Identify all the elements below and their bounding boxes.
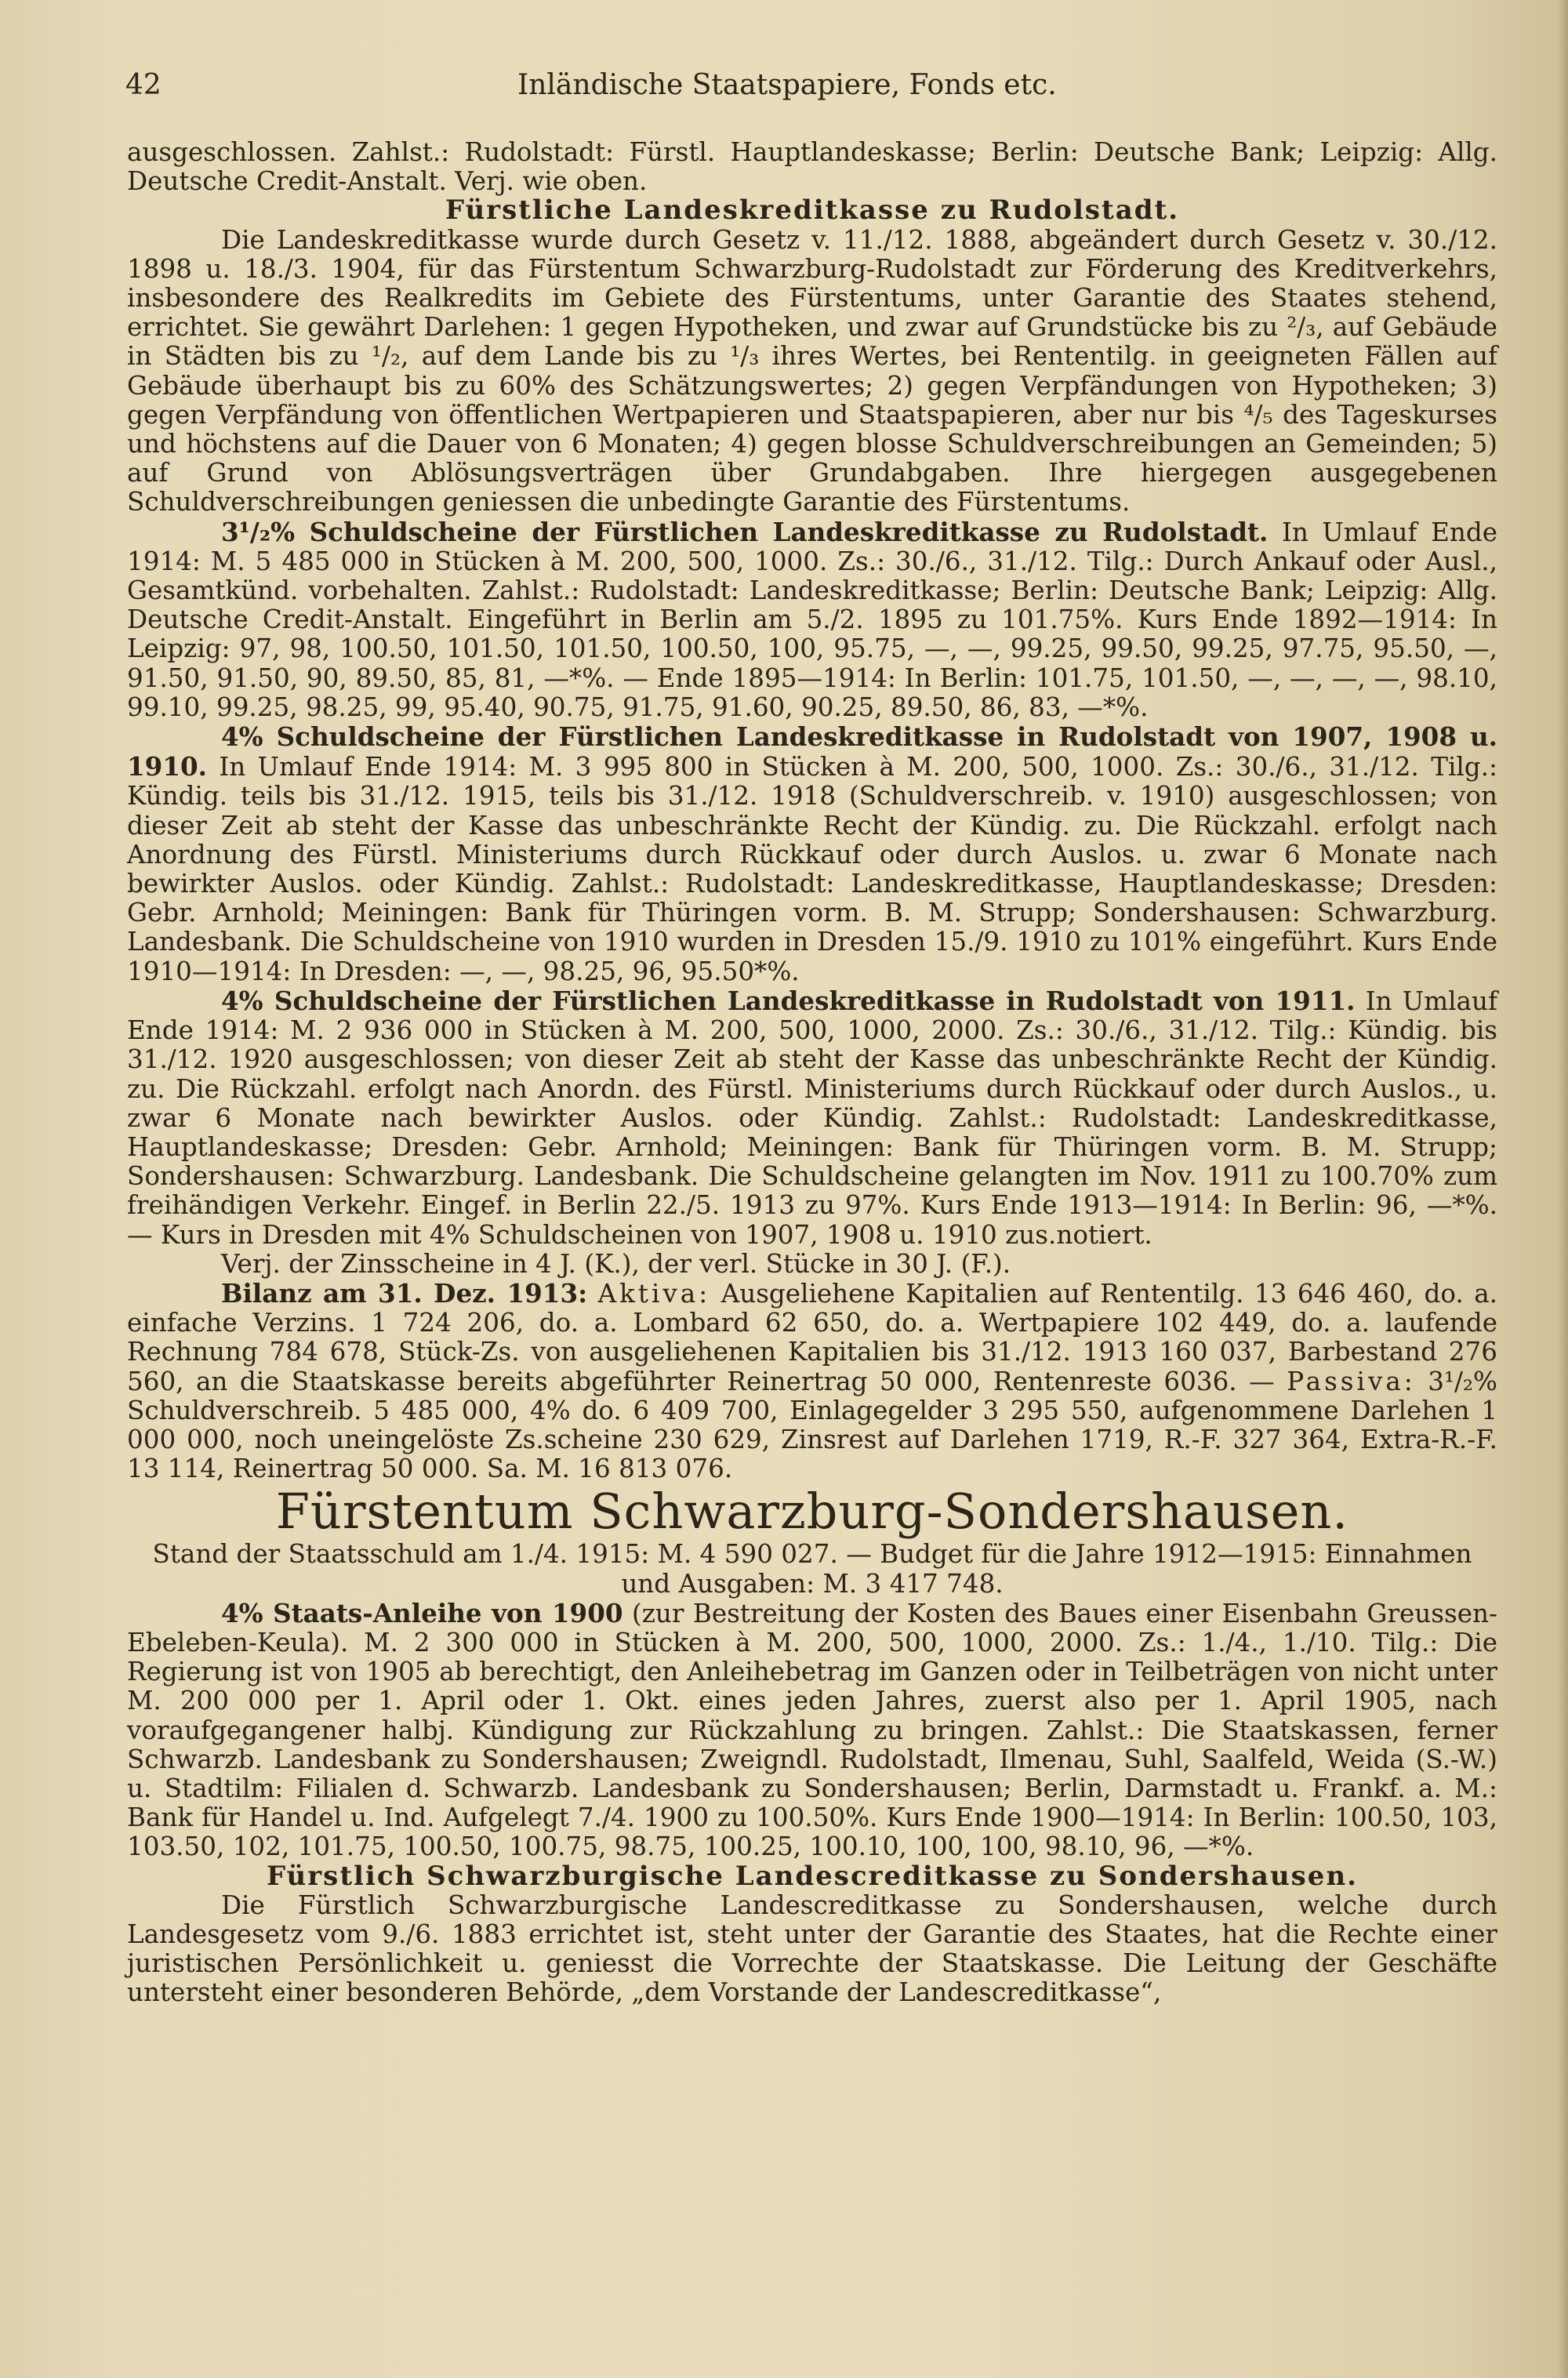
state-debt-summary: Stand der Staatsschuld am 1./4. 1915: M. 4 590 027. — Budget für die Jahre 1912—1915: Einnahmen und Ausgaben: M. 3 417 748. bbox=[152, 1539, 1472, 1599]
loan-text: In Umlauf Ende 1914: M. 3 995 800 in Stücken à M. 200, 500, 1000. Zs.: 30./6., 31./12. Tilg.: Kündig. teils bis 31./12. 1915, teils bis 31./12. 1918 (Schuldverschreib. v. 1910) ausgeschlossen; von dieser Zeit ab steht der Kasse das unbeschränkte Recht der Kündig. zu. Die Rückzahl. erfolgt nach Anordnung des Fürstl. Ministeriums durch Rückkauf oder durch Auslos. u. zwar 6 Monate nach bewirkter Auslos. oder Kündig. Zahlst.: Rudolstadt: Landeskreditkasse, Hauptlandeskasse; Dresden: Gebr. Arnhold; Meiningen: Bank für Thüringen vorm. B. M. Strupp; Sondershausen: Schwarzburg. Landesbank. Die Schuldscheine von 1910 wurden in Dresden 15./9. 1910 zu 101% eingeführt. Kurs Ende 1910—1914: In Dresden: —, —, 98.25, 96, 95.50*%. bbox=[127, 752, 1497, 986]
page-header bbox=[125, 69, 1505, 108]
loan-heading: 4% Schuldscheine der Fürstlichen Landeskreditkasse in Rudolstadt von 1907, 1908 u. 1910. bbox=[127, 721, 1497, 782]
loan-entry-4-percent-1907 bbox=[127, 722, 1497, 986]
intro-paragraph: ausgeschlossen. Zahlst.: Rudolstadt: Fürstl. Hauptlandeskasse; Berlin: Deutsche Bank; Leipzig: Allg. Deutsche Credit-Anstalt. Verj. wie oben. bbox=[127, 137, 1497, 197]
section-paragraph-rudolstadt: Die Landeskreditkasse wurde durch Gesetz v. 11./12. 1888, abgeändert durch Gesetz v. 30./12. 1898 u. 18./3. 1904, für das Fürstentum Schwarzburg-Rudolstadt zur Förderung des Kreditverkehrs, insbesondere des Realkredits im Gebiete des Fürstentums, unter Garantie des Staates stehend, errichtet. Sie gewährt Darlehen: 1 gegen Hypotheken, und zwar auf Grundstücke bis zu ²/₃, auf Gebäude in Städten bis zu ¹/₂, auf dem Lande bis zu ¹/₃ ihres Wertes, bei Rententilg. in geeigneten Fällen auf Gebäude überhaupt bis zu 60% des Schätzungswertes; 2) gegen Verpfändungen von Hypotheken; 3) gegen Verpfändung von öffentlichen Wertpapieren und Staatspapieren, aber nur bis ⁴/₅ des Tageskurses und höchstens auf die Dauer von 6 Monaten; 4) gegen blosse Schuldverschreibungen an Gemeinden; 5) auf Grund von Ablösungsverträgen über Grundabgaben. Ihre hiergegen ausgegebenen Schuldverschreibungen geniessen die unbedingte Garantie des Fürstentums. bbox=[127, 224, 1497, 517]
page-body bbox=[127, 138, 1497, 2008]
section-heading-sondershausen: Fürstlich Schwarzburgische Landescreditkasse zu Sondershausen. bbox=[267, 1860, 1358, 1892]
bilanz-heading: Bilanz am 31. Dez. 1913: bbox=[221, 1277, 588, 1309]
loan-text: (zur Bestreitung der Kosten des Baues einer Eisenbahn Greussen-Ebeleben-Keula). M. 2 300 000 in Stücken à M. 200, 500, 1000, 2000. Zs.: 1./4., 1./10. Tilg.: Die Regierung ist von 1905 ab berechtigt, den Anleihebetrag im Ganzen oder in Teilbeträgen von nicht unter M. 200 000 per 1. April oder 1. Okt. eines jeden Jahres, zuerst also per 1. April 1905, nach voraufgegangener halbj. Kündigung zur Rückzahlung zu bringen. Zahlst.: Die Staatskassen, ferner Schwarzb. Landesbank zu Sondershausen; Zweigndl. Rudolstadt, Ilmenau, Suhl, Saalfeld, Weida (S.-W.) u. Stadtilm: Filialen d. Schwarzb. Landesbank zu Sondershausen; Berlin, Darmstadt u. Frankf. a. M.: Bank für Handel u. Ind. Aufgelegt 7./4. 1900 zu 100.50%. Kurs Ende 1900—1914: In Berlin: 100.50, 103, 103.50, 102, 101.75, 100.50, 100.75, 98.75, 100.25, 100.10, 100, 100, 98.10, 96, —*%. bbox=[127, 1598, 1497, 1862]
loan-entry-3-5-percent bbox=[127, 517, 1497, 722]
running-title: Inländische Staatspapiere, Fonds etc. bbox=[517, 69, 1057, 101]
loan-text: In Umlauf Ende 1914: M. 2 936 000 in Stücken à M. 200, 500, 1000, 2000. Zs.: 30./6., 31./12. Tilg.: Kündig. bis 31./12. 1920 ausgeschlossen; von dieser Zeit ab steht der Kasse das unbeschränkte Recht der Kündig. zu. Die Rückzahl. erfolgt nach Anordn. des Fürstl. Ministeriums durch Rückkauf oder durch Auslos., u. zwar 6 Monate nach bewirkter Auslos. oder Kündig. Zahlst.: Rudolstadt: Landeskreditkasse, Hauptlandeskasse; Dresden: Gebr. Arnhold; Meiningen: Bank für Thüringen vorm. B. M. Strupp; Sondershausen: Schwarzburg. Landesbank. Die Schuldscheine gelangten im Nov. 1911 zu 100.70% zum freihändigen Verkehr. Eingef. in Berlin 22./5. 1913 zu 97%. Kurs Ende 1913—1914: In Berlin: 96, —*%. — Kurs in Dresden mit 4% Schuldscheinen von 1907, 1908 u. 1910 zus.notiert. bbox=[127, 986, 1498, 1250]
loan-heading: 3¹/₂% Schuldscheine der Fürstlichen Landeskreditkasse zu Rudolstadt. bbox=[221, 516, 1269, 547]
verjaehrung-note: Verj. der Zinsscheine in 4 J. (K.), der verl. Stücke in 30 J. (F.). bbox=[221, 1248, 1011, 1279]
aktiva-label: Aktiva: bbox=[597, 1278, 711, 1309]
passiva-label: Passiva: bbox=[1287, 1366, 1416, 1396]
loan-entry-staatsanleihe-1900 bbox=[127, 1599, 1497, 1862]
state-title: Fürstentum Schwarzburg-Sondershausen. bbox=[275, 1483, 1349, 1541]
passiva-text: 3¹/₂% Schuldverschreib. 5 485 000, 4% do. 6 409 700, Einlagegelder 3 295 550, aufgenommene Darlehen 1 000 000, noch uneingelöste Zs.scheine 230 629, Zinsrest auf Darlehen 1719, R.-F. 327 364, Extra-R.-F. 13 114, Reinertrag 50 000. Sa. M. 16 813 076. bbox=[127, 1366, 1498, 1484]
loan-heading: 4% Staats-Anleihe von 1900 bbox=[221, 1597, 623, 1628]
aktiva-text: Ausgeliehene Kapitalien auf Rententilg. 13 646 460, do. a. einfache Verzins. 1 724 206, do. a. Lombard 62 650, do. a. Wertpapiere 102 449, do. a. laufende Rechnung 784 678, Stück-Zs. von ausgeliehenen Kapitalien bis 31./12. 1913 160 037, Barbestand 276 560, an die Staatskasse bereits abgeführter Reinertrag 50 000, Rentenreste 6036. — bbox=[127, 1278, 1497, 1396]
section-paragraph-sondershausen: Die Fürstlich Schwarzburgische Landescreditkasse zu Sondershausen, welche durch Landesgesetz vom 9./6. 1883 errichtet ist, steht unter der Garantie des Staates, hat die Rechte einer juristischen Persönlichkeit u. geniesst die Vorrechte der Staatskasse. Die Leitung der Geschäfte untersteht einer besonderen Behörde, „dem Vorstande der Landescreditkasse“, bbox=[127, 1890, 1497, 2008]
loan-entry-4-percent-1911 bbox=[127, 986, 1497, 1250]
section-heading-rudolstadt: Fürstliche Landeskreditkasse zu Rudolstadt. bbox=[445, 194, 1180, 227]
page-edge-shadow bbox=[1557, 0, 1568, 2378]
loan-heading: 4% Schuldscheine der Fürstlichen Landeskreditkasse in Rudolstadt von 1911. bbox=[221, 985, 1356, 1016]
loan-text: In Umlauf Ende 1914: M. 5 485 000 in Stücken à M. 200, 500, 1000. Zs.: 30./6., 31./12. Tilg.: Durch Ankauf oder Ausl., Gesamtkünd. vorbehalten. Zahlst.: Rudolstadt: Landeskreditkasse; Berlin: Deutsche Bank; Leipzig: Allg. Deutsche Credit-Anstalt. Eingeführt in Berlin am 5./2. 1895 zu 101.75%. Kurs Ende 1892—1914: In Leipzig: 97, 98, 100.50, 101.50, 101.50, 100.50, 100, 95.75, —, —, 99.25, 99.50, 99.25, 97.75, 95.50, —, 91.50, 91.50, 90, 89.50, 85, 81, —*%. — Ende 1895—1914: In Berlin: 101.75, 101.50, —, —, —, —, 98.10, 99.10, 99.25, 98.25, 99, 95.40, 90.75, 91.75, 91.60, 90.25, 89.50, 86, 83, —*%. bbox=[127, 517, 1497, 722]
page-number: 42 bbox=[125, 69, 162, 101]
bilanz-entry bbox=[127, 1279, 1497, 1483]
